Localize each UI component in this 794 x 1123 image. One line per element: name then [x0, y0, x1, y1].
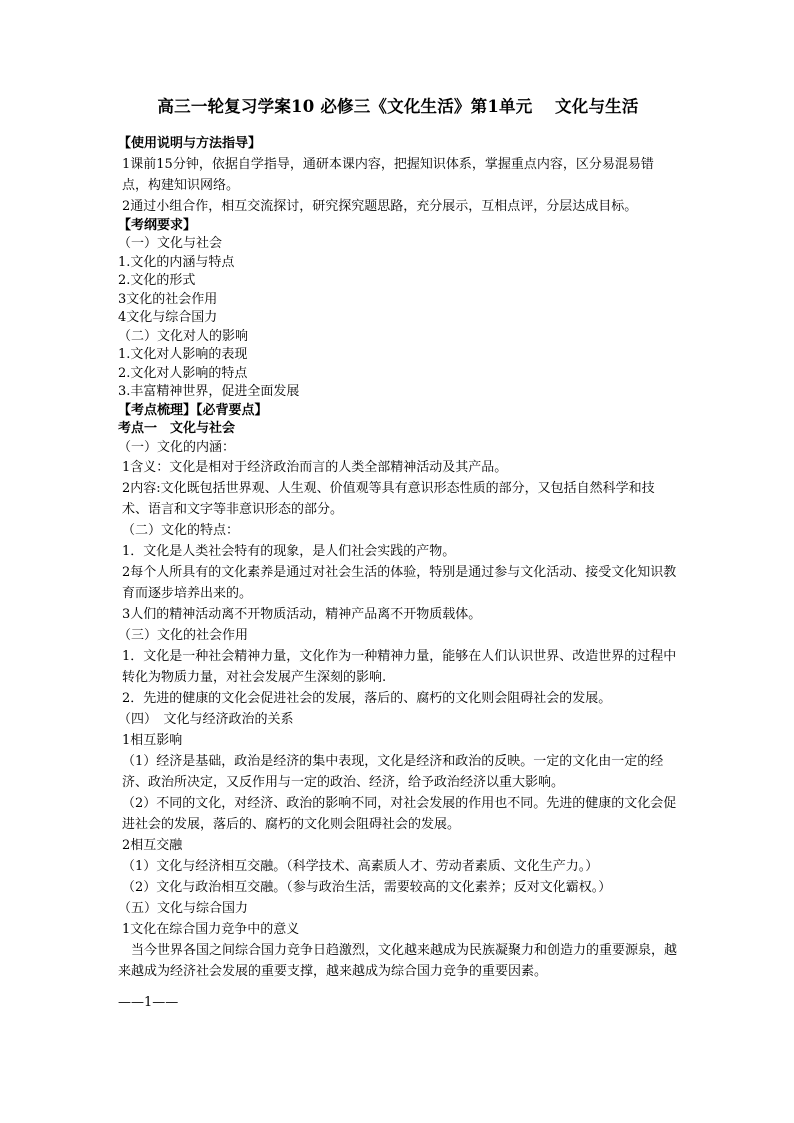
text-line: （一）文化与社会 [118, 236, 223, 251]
text-line: 【使用说明与方法指导】 [118, 136, 262, 151]
text-line: （五）文化与综合国力 [118, 900, 249, 916]
text-line: 1．文化是一种社会精神力量，文化作为一种精神力量，能够在人们认识世界、改造世界的过程中转化为物质力量，对社会发展产生深刻的影响. [122, 648, 677, 685]
text-line: （2）文化与政治相互交融。（参与政治生活，需要较高的文化素养；反对文化霸权。） [122, 879, 612, 895]
text-line: （一）文化的内涵： [118, 439, 236, 455]
document-title: 高三一轮复习学案10 必修三《文化生活》第1单元 文化与生活 [157, 97, 639, 116]
text-line: 4文化与综合国力 [118, 310, 218, 325]
text-line: 1课前15分钟，依据自学指导，通研本课内容，把握知识体系，掌握重点内容，区分易混易错点，构建知识网络。 [122, 156, 654, 193]
text-line: （三）文化的社会作用 [118, 627, 249, 643]
text-line: （二）文化对人的影响 [118, 328, 249, 344]
text-line: 1．文化是人类社会特有的现象，是人们社会实践的产物。 [122, 543, 456, 559]
text-line: （四） 文化与经济政治的关系 [118, 711, 294, 727]
text-line: 2.文化的形式 [118, 273, 196, 288]
text-line: 【考点梳理】【必背要点】 [118, 402, 268, 418]
page-number: ——1—— [118, 995, 179, 1010]
document-body [118, 135, 678, 982]
text-line: （1）经济是基础，政治是经济的集中表现，文化是经济和政治的反映。一定的文化由一定的经济、政治所决定，又反作用与一定的政治、经济，给予政治经济以重大影响。 [122, 753, 664, 790]
text-line: 3文化的社会作用 [118, 291, 218, 307]
text-line: 1相互影响 [122, 732, 183, 748]
text-line: 考点一 文化与社会 [118, 421, 236, 436]
text-line: （1）文化与经济相互交融。（科学技术、高素质人才、劳动者素质、文化生产力。） [122, 858, 599, 874]
text-line: 2每个人所具有的文化素养是通过对社会生活的体验，特别是通过参与文化活动、接受文化知识教育而逐步培养出来的。 [122, 564, 677, 601]
text-line: （2）不同的文化，对经济、政治的影响不同，对社会发展的作用也不同。先进的健康的文化会促进社会的发展，落后的、腐朽的文化则会阻碍社会的发展。 [122, 795, 677, 832]
text-line: 2相互交融 [122, 837, 183, 853]
document-page [118, 96, 678, 982]
text-line: 1.文化的内涵与特点 [118, 254, 235, 270]
text-line: 2.文化对人影响的特点 [118, 365, 248, 381]
text-line: 3.丰富精神世界，促进全面发展 [118, 384, 300, 399]
text-line: 2．先进的健康的文化会促进社会的发展，落后的、腐朽的文化则会阻碍社会的发展。 [122, 690, 612, 706]
text-line: 1文化在综合国力竞争中的意义 [122, 921, 300, 937]
text-line: 当今世界各国之间综合国力竞争日趋激烈，文化越来越成为民族凝聚力和创造力的重要源泉，越来越成为经济社会发展的重要支撑，越来越成为综合国力竞争的重要因素。 [118, 942, 678, 979]
text-line: 3人们的精神活动离不开物质活动，精神产品离不开物质载体。 [122, 606, 482, 622]
text-line: 2通过小组合作，相互交流探讨，研究探究题思路，充分展示，互相点评，分层达成目标。 [122, 198, 638, 214]
text-line: 2内容:文化既包括世界观、人生观、价值观等具有意识形态性质的部分，又包括自然科学和技术、语言和文字等非意识形态的部分。 [122, 481, 655, 517]
text-line: 1.文化对人影响的表现 [118, 347, 248, 362]
text-line: 【考纲要求】 [118, 217, 197, 233]
text-line: （二）文化的特点： [122, 523, 240, 538]
text-line: 1含义：文化是相对于经济政治而言的人类全部精神活动及其产品。 [122, 460, 508, 475]
